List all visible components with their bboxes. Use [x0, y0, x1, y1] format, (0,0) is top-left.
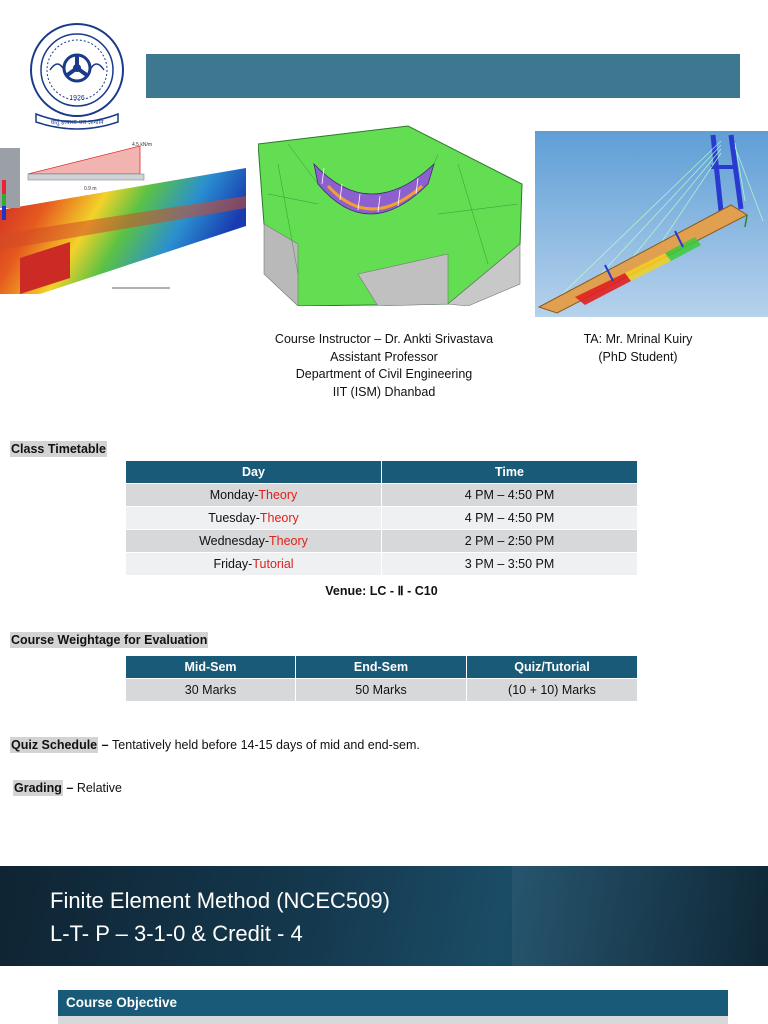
ibeam-fea-image [0, 138, 246, 294]
ta-name: TA: Mr. Mrinal Kuiry [583, 332, 693, 346]
time-cell: 3 PM – 3:50 PM [382, 552, 637, 575]
time-cell: 2 PM – 2:50 PM [382, 529, 637, 552]
quiz-schedule: Quiz Schedule – Tentatively held before 14-15 days of mid and end-sem. [11, 738, 420, 752]
table-row [126, 483, 637, 506]
course-objective-body [58, 1016, 728, 1024]
instructor-name: Course Instructor – Dr. Ankti Srivastava [274, 332, 494, 346]
instructor-designation: Assistant Professor [330, 349, 438, 364]
weightage-label: Course Weightage for Evaluation [11, 633, 208, 647]
course-objective-label: Course Objective [66, 995, 178, 1010]
grading-text: Relative [76, 781, 122, 795]
beam-load-label: 4.5 kN/m [132, 142, 153, 148]
weightage-header-midsem: Mid-Sem [126, 656, 296, 678]
weightage-header-endsem: End-Sem [296, 656, 467, 678]
time-cell: 4 PM – 4:50 PM [382, 483, 637, 506]
grading: Grading – Relative [14, 781, 122, 795]
weightage-heading [10, 631, 208, 649]
time-cell: 4 PM – 4:50 PM [382, 506, 637, 529]
table-row [126, 678, 637, 701]
midsem-marks: 30 Marks [126, 678, 296, 701]
weightage-header-quiz: Quiz/Tutorial [467, 656, 637, 678]
instructor-department: Department of Civil Engineering [295, 367, 473, 381]
instructor-info [252, 331, 516, 401]
weightage-table [126, 656, 637, 701]
institute-logo [28, 18, 126, 134]
bridge-model-image [535, 131, 768, 317]
day-cell: Monday-Theory [126, 483, 382, 506]
endsem-marks: 50 Marks [296, 678, 467, 701]
timetable-heading [10, 440, 107, 458]
table-row [126, 552, 637, 575]
grading-label: Grading [14, 781, 62, 795]
table-row [126, 529, 637, 552]
quiz-label: Quiz Schedule [11, 738, 98, 752]
logo-motto: धातुं हत्याशा धरा ज्ञानानि [50, 119, 104, 126]
day-cell: Friday-Tutorial [126, 552, 382, 575]
ta-info [568, 331, 708, 366]
dam-mesh-image [258, 124, 524, 306]
timetable-header-time: Time [382, 461, 637, 483]
ta-status: (PhD Student) [598, 349, 678, 364]
course-title-band [0, 866, 768, 966]
course-ltp: L-T- P – 3-1-0 & Credit - 4 [50, 921, 303, 946]
table-row [126, 506, 637, 529]
course-objective-header [58, 990, 728, 1016]
band-decoration [512, 866, 768, 966]
timetable-table [126, 461, 637, 575]
quiz-text: Tentatively held before 14-15 days of mid and end-sem. [112, 738, 420, 752]
day-cell: Wednesday-Theory [126, 529, 382, 552]
timetable-label: Class Timetable [11, 442, 106, 456]
instructor-institute: IIT (ISM) Dhanbad [332, 384, 436, 399]
course-title: Finite Element Method (NCEC509) [50, 888, 390, 913]
title-bar [146, 54, 740, 98]
beam-span-label: 0.9 m [84, 186, 97, 192]
logo-year: 1926 [69, 95, 85, 102]
timetable-header-day: Day [126, 461, 382, 483]
venue-text: Venue: LC - Ⅱ - C10 [325, 584, 438, 598]
quiz-marks: (10 + 10) Marks [467, 678, 637, 701]
day-cell: Tuesday-Theory [126, 506, 382, 529]
